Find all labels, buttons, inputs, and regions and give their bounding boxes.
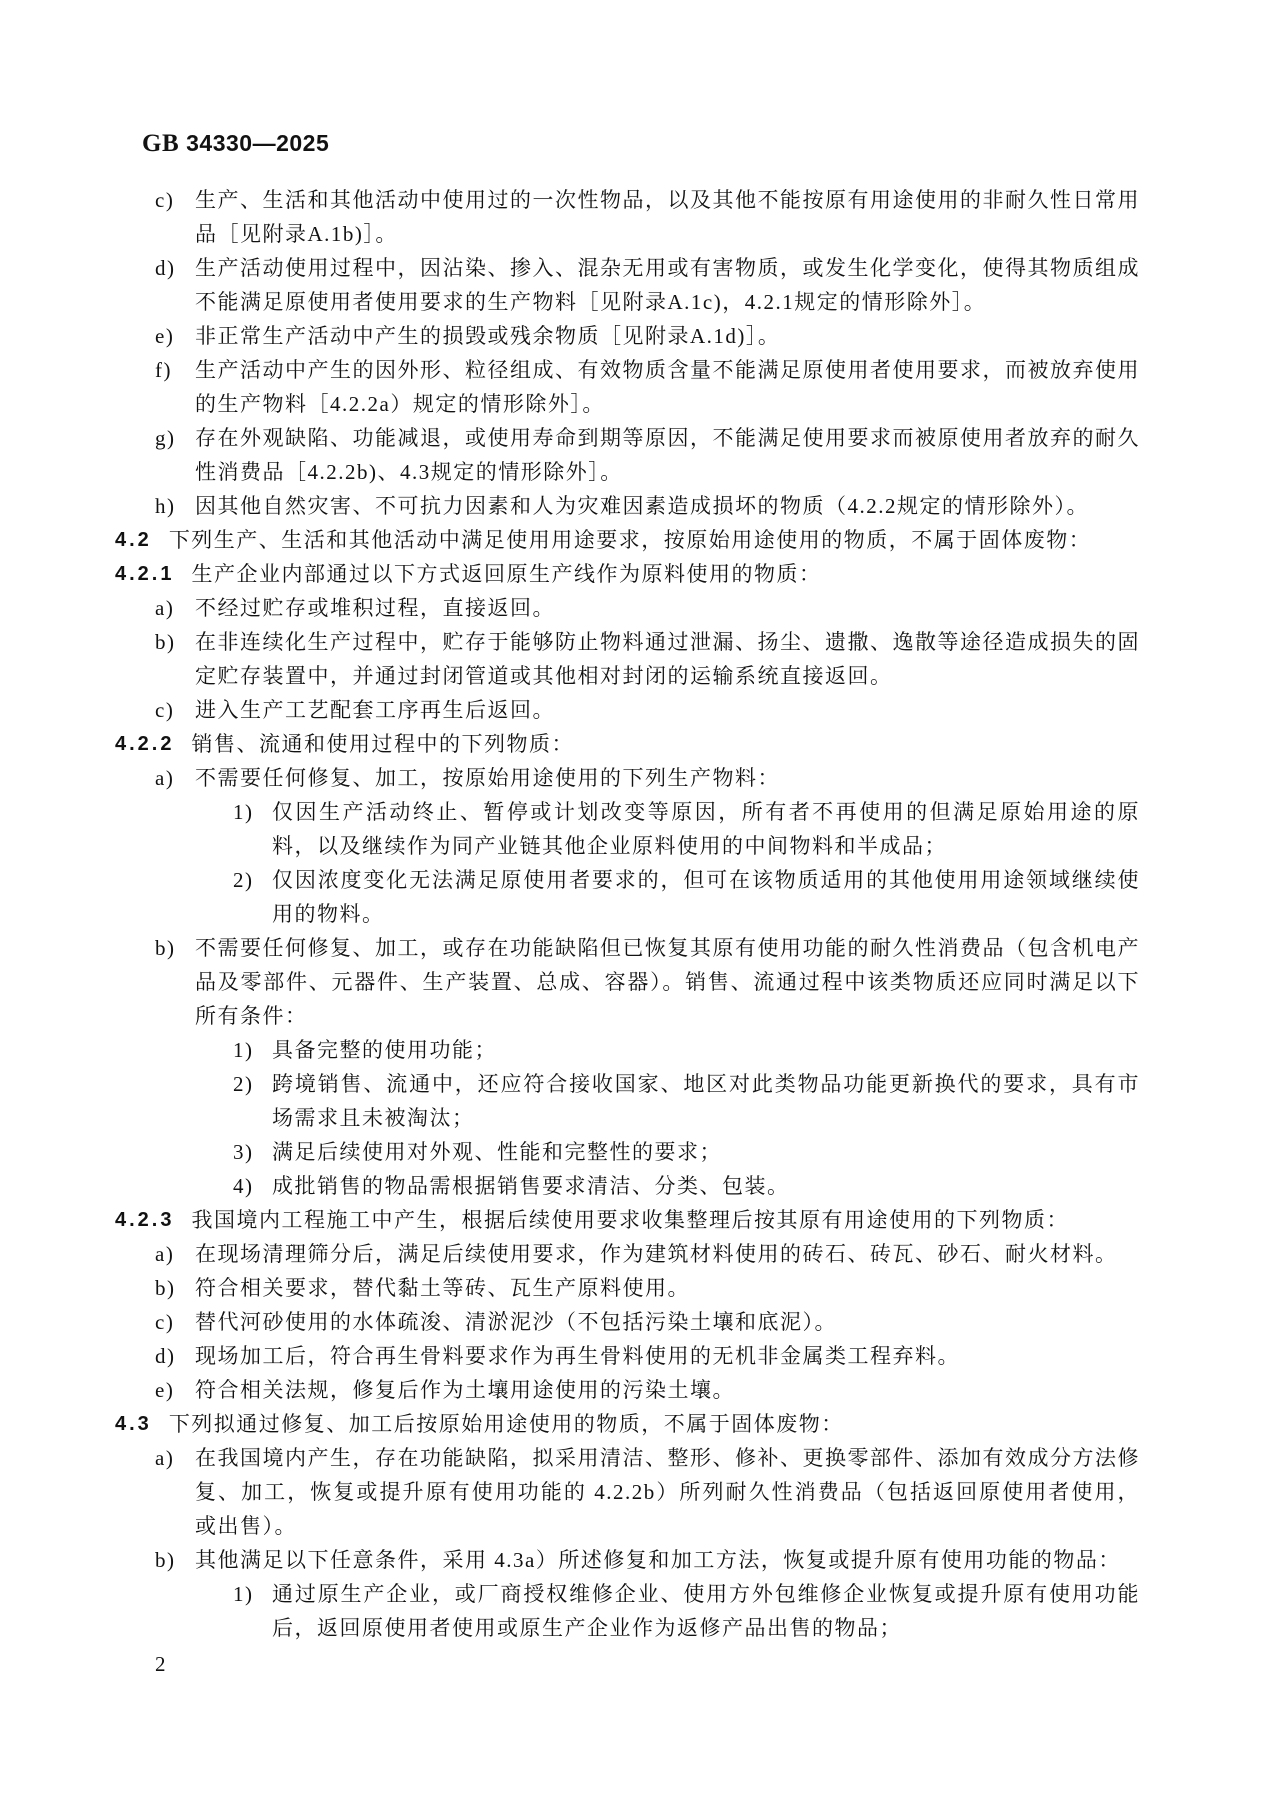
item-marker: g) <box>155 426 176 450</box>
item-text: 生产活动中产生的因外形、粒径组成、有效物质含量不能满足原使用者使用要求，而被放弃使用的生产物料［4.2.2a）规定的情形除外］。 <box>195 358 1140 416</box>
standard-code-number: 34330—2025 <box>186 130 330 156</box>
list-item <box>115 1033 1140 1067</box>
list-item <box>115 1577 1140 1645</box>
item-marker: c) <box>155 698 175 722</box>
item-text: 生产活动使用过程中，因沾染、掺入、混杂无用或有害物质，或发生化学变化，使得其物质组成不能满足原使用者使用要求的生产物料［见附录A.1c)，4.2.1规定的情形除外］。 <box>195 256 1140 314</box>
item-marker: e) <box>155 1378 175 1402</box>
item-text: 成批销售的物品需根据销售要求清洁、分类、包装。 <box>272 1174 790 1198</box>
item-text: 非正常生产活动中产生的损毁或残余物质［见附录A.1d)］。 <box>195 324 781 348</box>
list-item <box>115 1135 1140 1169</box>
list-item <box>115 795 1140 863</box>
item-text: 符合相关法规，修复后作为土壤用途使用的污染土壤。 <box>195 1378 735 1402</box>
item-marker: f) <box>155 358 172 382</box>
clause-text: 销售、流通和使用过程中的下列物质： <box>191 732 574 756</box>
list-item <box>115 251 1140 319</box>
item-marker: b) <box>155 630 176 654</box>
item-text: 不经过贮存或堆积过程，直接返回。 <box>195 596 555 620</box>
clause-text: 下列生产、生活和其他活动中满足使用用途要求，按原始用途使用的物质，不属于固体废物： <box>168 528 1092 552</box>
item-marker: b) <box>155 1276 176 1300</box>
list-item <box>115 421 1140 489</box>
list-item <box>115 931 1140 1033</box>
list-item <box>115 489 1140 523</box>
item-text: 跨境销售、流通中，还应符合接收国家、地区对此类物品功能更新换代的要求，具有市场需求且未被淘汰； <box>272 1072 1140 1130</box>
item-text: 符合相关要求，替代黏土等砖、瓦生产原料使用。 <box>195 1276 690 1300</box>
item-text: 替代河砂使用的水体疏浚、清淤泥沙（不包括污染土壤和底泥）。 <box>195 1310 837 1334</box>
clause-number: 4.2 <box>115 529 152 551</box>
page-number: 2 <box>155 1652 166 1676</box>
list-item <box>115 183 1140 251</box>
list-item <box>115 625 1140 693</box>
item-text: 生产、生活和其他活动中使用过的一次性物品，以及其他不能按原有用途使用的非耐久性日常用品［见附录A.1b)］。 <box>195 188 1140 246</box>
clause-row <box>115 523 1140 557</box>
clause-text: 生产企业内部通过以下方式返回原生产线作为原料使用的物质： <box>191 562 822 586</box>
clause-number: 4.2.2 <box>115 733 175 755</box>
clause-row <box>115 727 1140 761</box>
item-marker: c) <box>155 188 175 212</box>
item-marker: a) <box>155 1242 175 1266</box>
list-item <box>115 863 1140 931</box>
item-marker: 2) <box>233 868 254 892</box>
list-item <box>115 591 1140 625</box>
item-marker: 3) <box>233 1140 254 1164</box>
item-text: 存在外观缺陷、功能减退，或使用寿命到期等原因，不能满足使用要求而被原使用者放弃的耐久性消费品［4.2.2b)、4.3规定的情形除外］。 <box>195 426 1140 484</box>
item-text: 仅因生产活动终止、暂停或计划改变等原因，所有者不再使用的但满足原始用途的原料，以及继续作为同产业链其他企业原料使用的中间物料和半成品； <box>272 800 1140 858</box>
clause-text: 我国境内工程施工中产生，根据后续使用要求收集整理后按其原有用途使用的下列物质： <box>191 1208 1069 1232</box>
item-text: 在我国境内产生，存在功能缺陷，拟采用清洁、整形、修补、更换零部件、添加有效成分方法修复、加工，恢复或提升原有使用功能的 4.2.2b）所列耐久性消费品（包括返回原使用者使用，或出售）。 <box>195 1446 1140 1538</box>
list-item <box>115 1169 1140 1203</box>
clause-row <box>115 557 1140 591</box>
list-item <box>115 693 1140 727</box>
document-body <box>115 183 1140 1645</box>
item-text: 进入生产工艺配套工序再生后返回。 <box>195 698 555 722</box>
item-marker: d) <box>155 256 176 280</box>
item-marker: a) <box>155 766 175 790</box>
list-item <box>115 1339 1140 1373</box>
item-text: 不需要任何修复、加工，按原始用途使用的下列生产物料： <box>195 766 780 790</box>
list-item <box>115 1543 1140 1577</box>
item-marker: a) <box>155 1446 175 1470</box>
clause-row <box>115 1203 1140 1237</box>
item-text: 具备完整的使用功能； <box>272 1038 497 1062</box>
list-item <box>115 761 1140 795</box>
item-text: 在非连续化生产过程中，贮存于能够防止物料通过泄漏、扬尘、遗撒、逸散等途径造成损失的固定贮存装置中，并通过封闭管道或其他相对封闭的运输系统直接返回。 <box>195 630 1140 688</box>
item-text: 因其他自然灾害、不可抗力因素和人为灾难因素造成损坏的物质（4.2.2规定的情形除外）。 <box>195 494 1089 518</box>
item-marker: a) <box>155 596 175 620</box>
list-item <box>115 1373 1140 1407</box>
list-item <box>115 1237 1140 1271</box>
list-item <box>115 1305 1140 1339</box>
item-text: 在现场清理筛分后，满足后续使用要求，作为建筑材料使用的砖石、砖瓦、砂石、耐火材料。 <box>195 1242 1118 1266</box>
clause-number: 4.3 <box>115 1413 152 1435</box>
item-marker: b) <box>155 936 176 960</box>
list-item <box>115 1271 1140 1305</box>
item-marker: 2) <box>233 1072 254 1096</box>
item-marker: 4) <box>233 1174 254 1198</box>
item-text: 其他满足以下任意条件，采用 4.3a）所述修复和加工方法，恢复或提升原有使用功能的物品： <box>195 1548 1121 1572</box>
item-text: 现场加工后，符合再生骨料要求作为再生骨料使用的无机非金属类工程弃料。 <box>195 1344 960 1368</box>
item-text: 仅因浓度变化无法满足原使用者要求的，但可在该物质适用的其他使用用途领域继续使用的物料。 <box>272 868 1140 926</box>
item-marker: 1) <box>233 800 254 824</box>
item-marker: e) <box>155 324 175 348</box>
item-text: 通过原生产企业，或厂商授权维修企业、使用方外包维修企业恢复或提升原有使用功能后，返回原使用者使用或原生产企业作为返修产品出售的物品； <box>272 1582 1140 1640</box>
list-item <box>115 353 1140 421</box>
item-text: 满足后续使用对外观、性能和完整性的要求； <box>272 1140 722 1164</box>
list-item <box>115 319 1140 353</box>
standard-code-prefix: GB <box>142 130 180 157</box>
item-marker: d) <box>155 1344 176 1368</box>
page-footer <box>155 1652 166 1677</box>
list-item <box>115 1441 1140 1543</box>
clause-text: 下列拟通过修复、加工后按原始用途使用的物质，不属于固体废物： <box>168 1412 844 1436</box>
clause-row <box>115 1407 1140 1441</box>
list-item <box>115 1067 1140 1135</box>
item-marker: 1) <box>233 1582 254 1606</box>
clause-number: 4.2.3 <box>115 1209 175 1231</box>
item-marker: b) <box>155 1548 176 1572</box>
item-text: 不需要任何修复、加工，或存在功能缺陷但已恢复其原有使用功能的耐久性消费品（包含机电产品及零部件、元器件、生产装置、总成、容器）。销售、流通过程中该类物质还应同时满足以下所有条件： <box>195 936 1140 1028</box>
item-marker: 1) <box>233 1038 254 1062</box>
item-marker: c) <box>155 1310 175 1334</box>
page-header <box>142 130 329 158</box>
clause-number: 4.2.1 <box>115 563 175 585</box>
item-marker: h) <box>155 494 176 518</box>
